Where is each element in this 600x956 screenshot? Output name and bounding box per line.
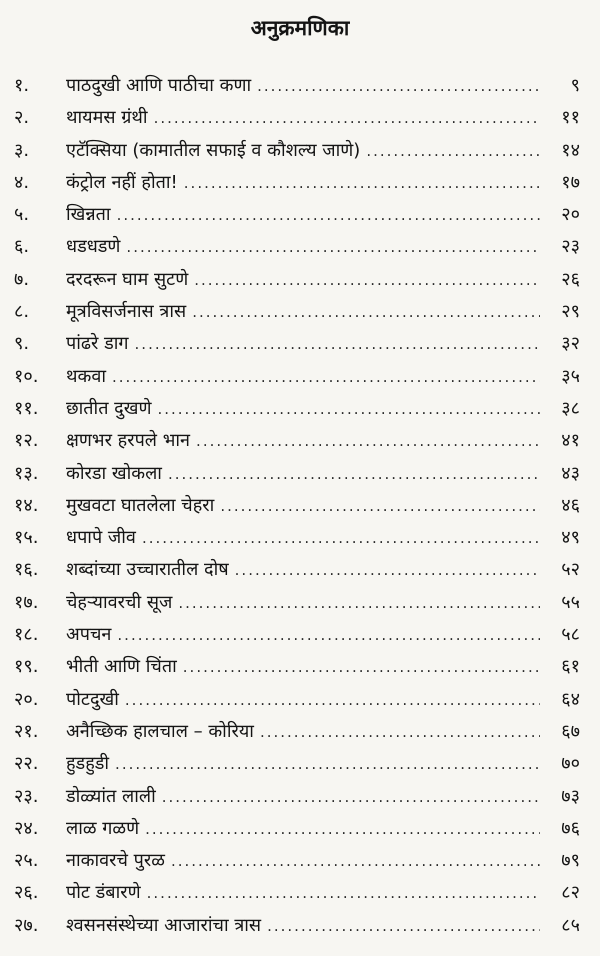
entry-number: २३. [14,785,39,807]
entry-title: पांढरे डाग [66,333,129,355]
toc-entry [14,296,580,328]
entry-title: मूत्रविसर्जनास त्रास [66,301,187,323]
entry-number: २६. [14,882,39,904]
entry-number: १४. [14,494,39,516]
entry-page-number: ४६ [561,494,580,516]
dot-leader [192,296,540,328]
entry-title: चेहऱ्यावरची सूज [66,591,173,613]
toc-entry [14,425,580,457]
entry-page-number: ७३ [561,785,580,807]
entry-page-number: ४३ [561,462,580,484]
entry-title: हुडहुडी [66,753,110,775]
entry-page-number: ४९ [561,527,580,549]
entry-number: १०. [14,365,39,387]
entry-number: २०. [14,688,39,710]
entry-number: ५. [14,204,30,226]
toc-entry [14,135,580,167]
entry-page-number: २० [561,204,580,226]
entry-number: १३. [14,462,39,484]
entry-page-number: ३२ [561,333,580,355]
entry-page-number: ६१ [561,656,580,678]
entry-title: क्षणभर हरपले भान [66,430,191,452]
entry-number: १८. [14,624,39,646]
entry-page-number: २६ [561,268,580,290]
dot-leader [184,167,540,199]
dot-leader [171,845,540,877]
entry-page-number: २३ [561,236,580,258]
entry-page-number: ५२ [561,559,580,581]
dot-leader [135,328,540,360]
dot-leader [235,554,540,586]
entry-title: पाठदुखी आणि पाठीचा कणा [66,75,252,96]
toc-entry [14,393,580,425]
entry-title: दरदरून घाम सुटणे [66,268,189,290]
toc-entry [14,102,580,134]
entry-number: २१. [14,720,39,742]
entry-title: पोट डंबारणे [66,882,141,904]
entry-page-number: ६४ [561,688,580,710]
entry-title: थायमस ग्रंथी [66,107,148,129]
entry-page-number: ११ [561,107,580,129]
entry-page-number: ५८ [561,624,580,646]
dot-leader [142,522,540,554]
dot-leader [194,264,540,296]
toc-entry [14,264,580,296]
entry-page-number: ३५ [561,365,580,387]
entry-page-number: ९ [570,75,580,96]
dot-leader [154,102,540,134]
toc-entry [14,199,580,231]
entry-number: ६. [14,236,30,258]
entry-number: १५. [14,527,39,549]
entry-page-number: २९ [561,301,580,323]
dot-leader [157,393,540,425]
toc-entry [14,877,580,909]
entry-page-number: ३८ [561,397,580,419]
toc-entry [14,619,580,651]
entry-number: ७. [14,268,30,290]
entry-page-number: ६७ [561,720,580,742]
toc-entry [14,328,580,360]
dot-leader [183,651,540,683]
entry-number: २७. [14,914,39,936]
entry-title: लाळ गळणे [66,817,140,839]
toc-entry [14,554,580,586]
entry-title: धपापे जीव [66,527,136,549]
entry-number: ३. [14,139,30,161]
toc-entry [14,490,580,522]
entry-page-number: ८५ [561,914,580,936]
toc-entry [14,587,580,619]
entry-page-number: १७ [561,171,580,193]
entry-title: पोटदुखी [66,688,119,710]
entry-number: ४. [14,171,30,193]
entry-title: अपचन [66,624,112,646]
toc-entry [14,910,580,942]
toc-entry [14,684,580,716]
entry-title: छातीत दुखणे [66,397,152,419]
dot-leader [147,877,540,909]
toc-entry [14,167,580,199]
entry-number: २५. [14,850,39,872]
dot-leader [178,587,540,619]
toc-entry [14,748,580,780]
toc-entry [14,845,580,877]
dot-leader [267,910,540,942]
entry-number: २. [14,107,30,129]
dot-leader [145,813,540,845]
toc-entry [14,522,580,554]
entry-number: ११. [14,397,39,419]
toc-entry [14,70,580,102]
entry-title: भीती आणि चिंता [66,656,177,678]
dot-leader [126,231,540,263]
entry-title: एटॅक्सिया (कामातील सफाई व कौशल्य जाणे) [66,139,361,161]
entry-title: धडधडणे [66,236,121,258]
entry-page-number: ५५ [561,591,580,613]
dot-leader [115,748,540,780]
dot-leader [117,199,540,231]
dot-leader [162,781,540,813]
entry-page-number: ७९ [561,850,580,872]
entry-number: १९. [14,656,39,678]
dot-leader [168,458,540,490]
entry-number: २४. [14,817,39,839]
entry-page-number: ८२ [561,882,580,904]
entry-title: कोरडा खोकला [66,462,162,484]
toc-entry [14,231,580,263]
dot-leader [112,361,540,393]
toc-entry [14,458,580,490]
entry-title: कंट्रोल नहीं होता! [66,171,178,193]
entry-number: १२. [14,430,39,452]
table-of-contents [14,70,580,942]
entry-title: थकवा [66,365,106,387]
toc-entry [14,813,580,845]
entry-title: शब्दांच्या उच्चारातील दोष [66,559,229,581]
entry-number: १६. [14,559,39,581]
entry-title: अनैच्छिक हालचाल – कोरिया [66,720,254,742]
entry-title: डोळ्यांत लाली [66,785,156,807]
toc-entry [14,361,580,393]
entry-number: १७. [14,591,39,613]
dot-leader [125,684,540,716]
dot-leader [117,619,540,651]
entry-page-number: १४ [561,139,580,161]
dot-leader [196,425,540,457]
dot-leader [257,70,540,102]
toc-entry [14,651,580,683]
entry-title: मुखवटा घातलेला चेहरा [66,494,215,516]
entry-page-number: ७६ [561,817,580,839]
entry-page-number: ७० [561,753,580,775]
dot-leader [260,716,540,748]
toc-entry [14,716,580,748]
entry-number: ८. [14,301,30,323]
entry-number: २२. [14,753,39,775]
entry-page-number: ४१ [561,430,580,452]
toc-entry [14,781,580,813]
dot-leader [220,490,540,522]
dot-leader [366,135,540,167]
entry-number: ९. [14,333,30,355]
entry-title: खिन्नता [66,204,111,226]
page-title: अनुक्रमणिका [250,16,350,40]
entry-number: १. [14,75,30,96]
entry-title: श्वसनसंस्थेच्या आजारांचा त्रास [66,914,262,936]
entry-title: नाकावरचे पुरळ [66,850,165,872]
